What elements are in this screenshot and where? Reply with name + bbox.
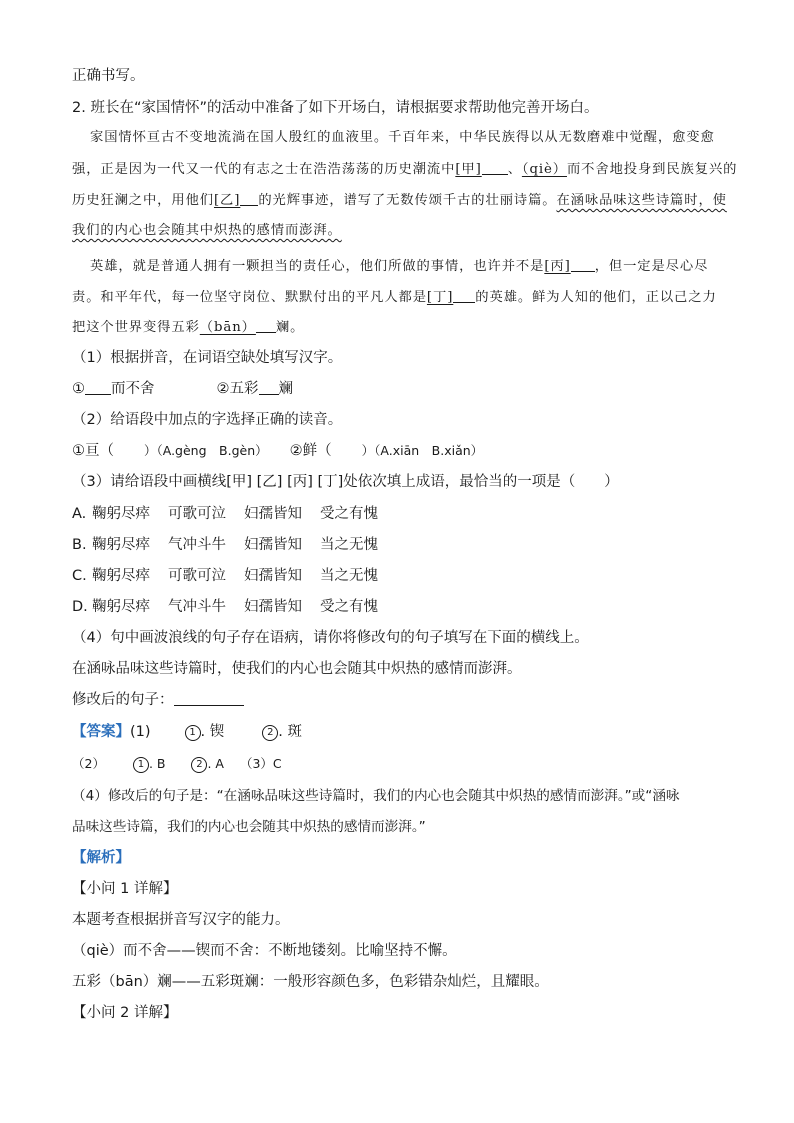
answer-line3: （4）修改后的句子是：“在涵咏品味这些诗篇时，我们的内心也会随其中炽热的感情而澎湃。”或“涵咏	[72, 788, 680, 804]
revised-blank	[174, 690, 244, 706]
analysis-section1: 【小问 1 详解】	[72, 881, 178, 897]
passage1-line1: 家国情怀亘古不变地流淌在国人殷红的血液里。千百年来，中华民族得以从无数磨难中觉醒，愈变愈	[90, 130, 715, 145]
wavy-sentence-part1: 在涵咏品味这些诗篇时，使	[556, 193, 727, 208]
answer-line4: 品味这些诗篇，我们的内心也会随其中炽热的感情而澎湃。”	[72, 819, 426, 835]
pinyin-ban: （bān）	[199, 320, 256, 335]
analysis-tag: 【解析】	[72, 850, 130, 866]
passage1-line3: 历史狂澜之中，用他们[乙] 的光辉事迹，谱写了无数传颂千古的壮丽诗篇。在涵咏品味这些诗篇时，使	[72, 190, 727, 211]
blank-yi: [乙]	[213, 193, 241, 208]
blank-ding-line	[453, 287, 475, 303]
passage1-line2: 强，正是因为一代又一代的有志之士在浩浩荡荡的历史潮流中[甲] 、（qiè）而不舍地投身到民族复兴的	[72, 159, 737, 180]
wavy-sentence-part2: 我们的内心也会随其中炽热的感情而澎湃。	[72, 223, 342, 238]
sub2-items: ①亘（ ）（A.gèng B.gèn） ②鲜（ ）（A.xiān B.xiǎn）	[72, 443, 484, 459]
analysis-section2: 【小问 2 详解】	[72, 1005, 178, 1021]
answer-tag: 【答案】	[72, 724, 130, 740]
blank-yi-line	[240, 190, 258, 206]
blank-bing-line	[571, 256, 595, 272]
sub1-blank2	[259, 379, 279, 395]
passage1-line4	[72, 221, 342, 241]
analysis-p1: 本题考查根据拼音写汉字的能力。	[72, 912, 290, 928]
blank-ding: [丁]	[426, 290, 454, 305]
option-b: B. 鞠躬尽瘁 气冲斗牛 妇孺皆知 当之无愧	[72, 537, 378, 553]
sub1-items: ① 而不舍 ②五彩 斓	[72, 381, 293, 397]
option-d: D. 鞠躬尽瘁 气冲斗牛 妇孺皆知 受之有愧	[72, 599, 378, 615]
sub2-title: （2）给语段中加点的字选择正确的读音。	[72, 412, 343, 428]
sub4-revised: 修改后的句子：	[72, 690, 244, 710]
circle-number-1: 1	[185, 725, 201, 741]
option-c: C. 鞠躬尽瘁 可歌可泣 妇孺皆知 当之无愧	[72, 568, 378, 584]
intro-line: 正确书写。	[72, 68, 145, 84]
option-a: A. 鞠躬尽瘁 可歌可泣 妇孺皆知 受之有愧	[72, 506, 378, 522]
passage2-line1: 英雄，就是普通人拥有一颗担当的责任心，他们所做的事情，也许并不是[丙] ，但一定是尽心尽	[90, 256, 708, 277]
passage2-line2: 责。和平年代，每一位坚守岗位、默默付出的平凡人都是[丁] 的英雄。鲜为人知的他们，正以己之力	[72, 287, 717, 308]
blank-jia: [甲]	[455, 162, 482, 177]
analysis-p2: （qiè）而不舍——锲而不舍：不断地镂刻。比喻坚持不懈。	[72, 943, 457, 959]
question-2-stem: 2. 班长在“家国情怀”的活动中准备了如下开场白，请根据要求帮助他完善开场白。	[72, 100, 599, 116]
sub4-sentence: 在涵咏品味这些诗篇时，使我们的内心也会随其中炽热的感情而澎湃。	[72, 661, 522, 677]
answer-line2: （2） 1 . B 2 . A （3）C	[72, 756, 282, 771]
sub4-title: （4）句中画波浪线的句子存在语病，请你将修改句的句子填写在下面的横线上。	[72, 630, 589, 646]
passage2-line3: 把这个世界变得五彩（bān） 斓。	[72, 317, 304, 338]
blank-bing: [丙]	[544, 259, 571, 274]
circle-number-2: 2	[262, 725, 278, 741]
answer-line1: 【答案】(1) 1 . 锲 2 . 斑	[72, 724, 302, 740]
sub1-title: （1）根据拼音，在词语空缺处填写汉字。	[72, 350, 343, 366]
pinyin-qie: （qiè）	[521, 162, 567, 177]
sub1-blank1	[85, 379, 111, 395]
blank-jia-line	[482, 159, 508, 175]
blank-ban-line	[256, 317, 276, 333]
analysis-p3: 五彩（bān）斓——五彩斑斓：一般形容颜色多，色彩错杂灿烂，且耀眼。	[72, 974, 549, 990]
sub3-title: （3）请给语段中画横线[甲] [乙] [丙] [丁]处依次填上成语，最恰当的一项是（ ）	[72, 474, 619, 490]
